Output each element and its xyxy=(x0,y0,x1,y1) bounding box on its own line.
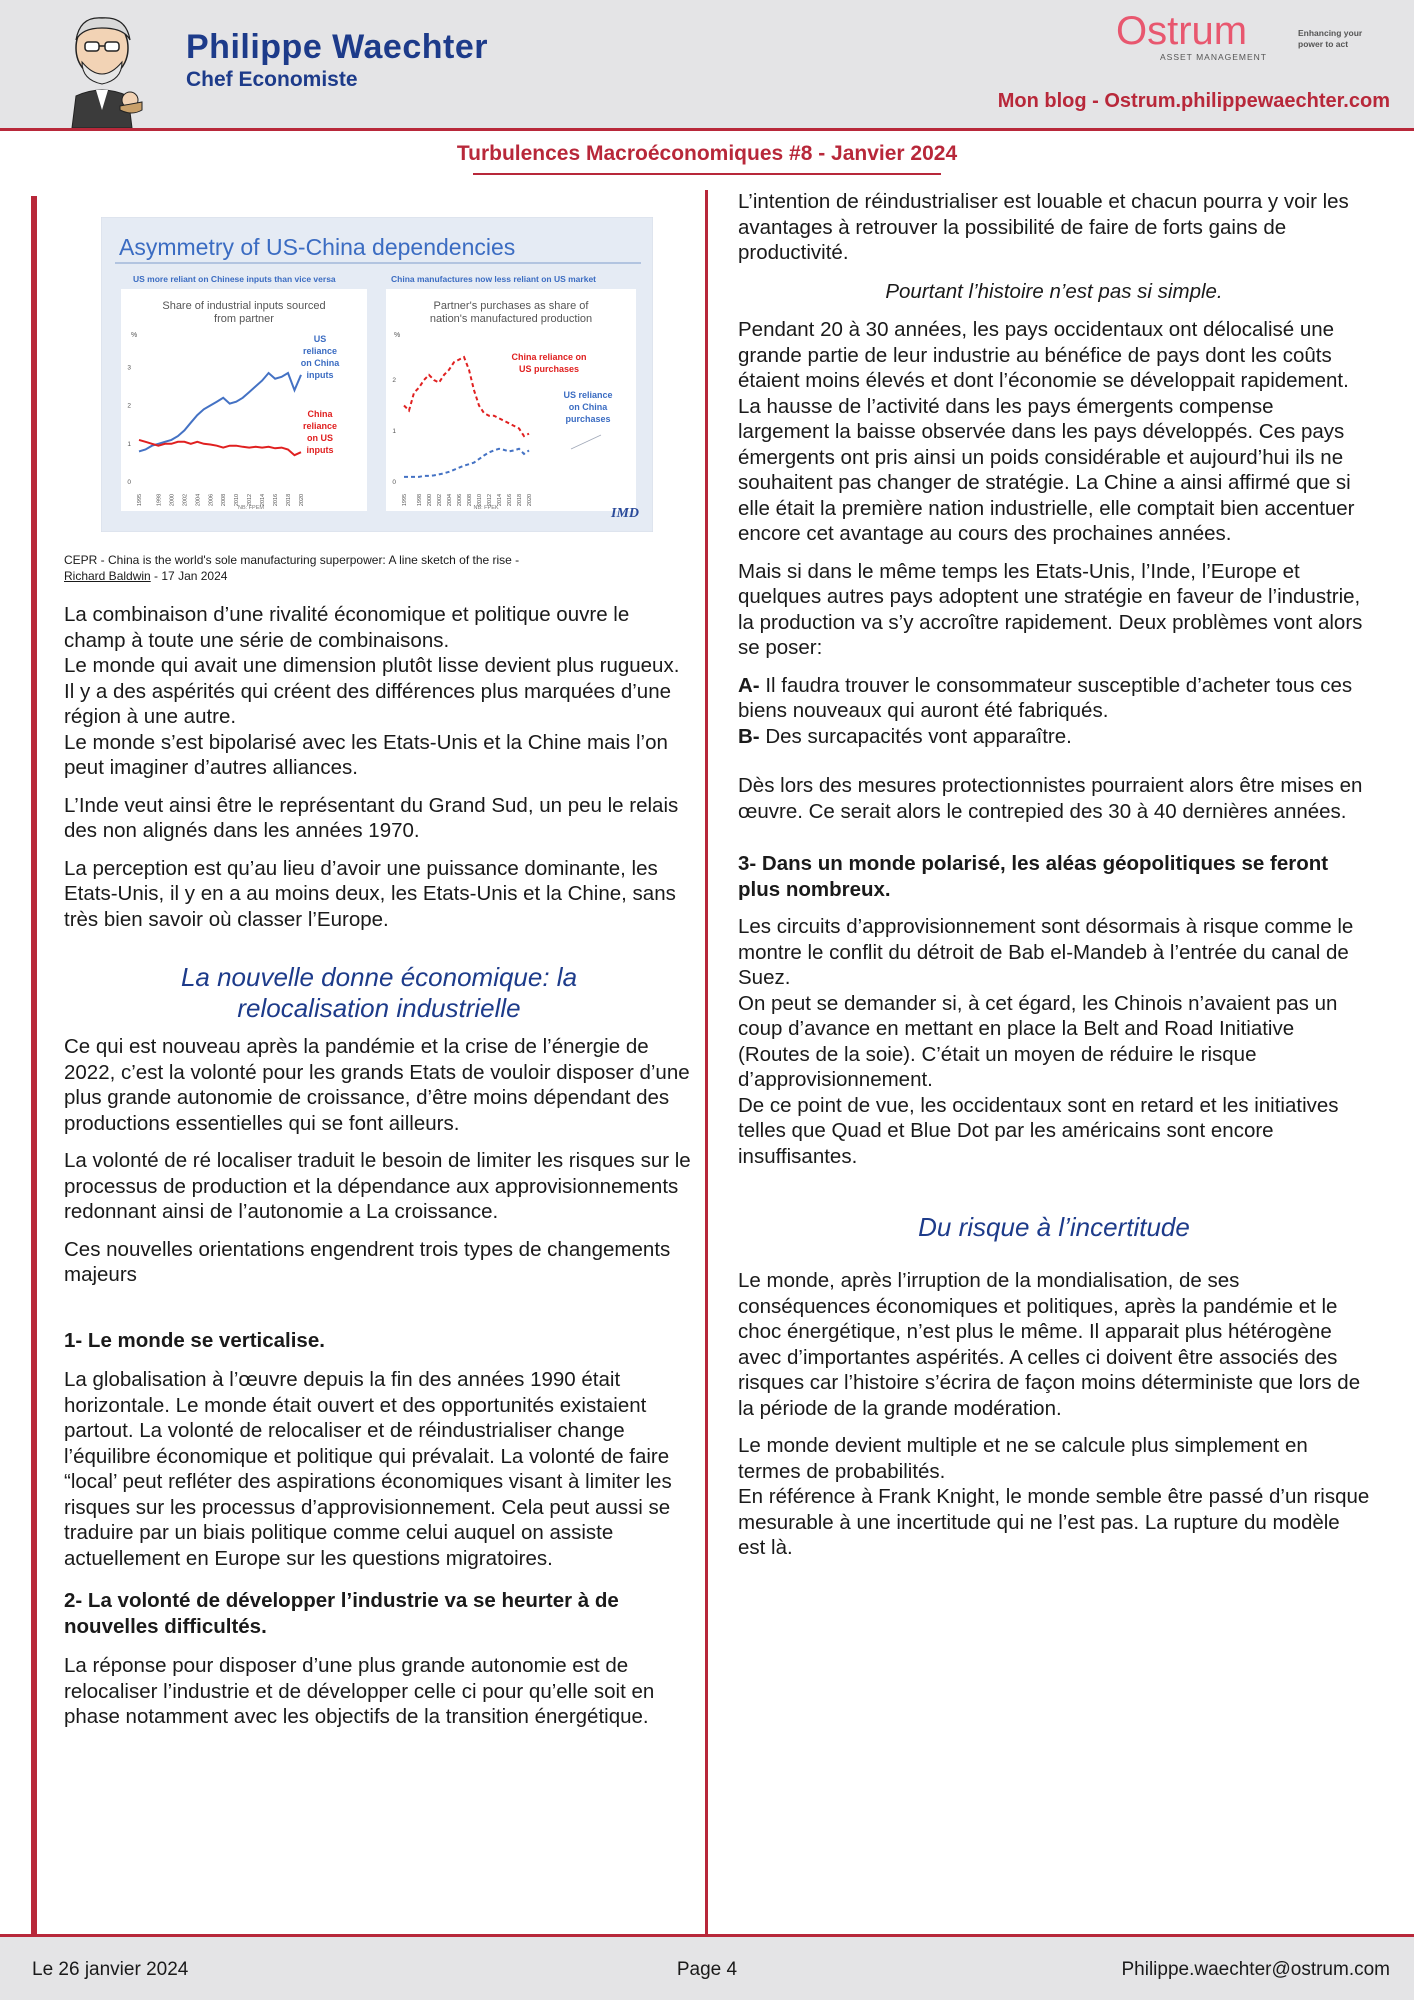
section-title-line-1: La nouvelle donne économique: la xyxy=(180,962,578,992)
panel-1-label-b-1: China xyxy=(307,409,333,419)
chart-2-x-tick-1: 1998 xyxy=(417,493,423,507)
panel-1 xyxy=(121,289,367,511)
panel-2-label-b-1: US reliance xyxy=(563,390,613,400)
chart-2-x-tick-8: 2012 xyxy=(487,493,493,507)
chart-2-y-tick-2: 2 xyxy=(392,377,396,384)
chart-2-x-tick-6: 2008 xyxy=(467,493,473,507)
panel-2-y-unit: % xyxy=(394,332,401,339)
chart-1-x-tick-8: 2012 xyxy=(247,493,254,507)
left-column xyxy=(64,195,694,1742)
chart-1-x-tick-2: 2000 xyxy=(169,493,176,507)
panel-2-label-a-1: China reliance on xyxy=(511,352,587,362)
paragraph: La volonté de ré localiser traduit le besoin de limiter les risques sur le processus de production et la dépendance aux approvisionnements redonnant ainsi de l’autonomie a La croissance. xyxy=(64,1149,691,1223)
imd-logo: IMD xyxy=(611,506,640,521)
panel-2-label-b-2: on China xyxy=(568,402,608,412)
list-text-a: Il faudra trouver le consommateur susceptible d’acheter tous ces biens nouveaux qui auront été fabriqués. xyxy=(738,673,1353,722)
chart-2-x-tick-12: 2020 xyxy=(527,493,533,507)
chart-1-y-tick-3: 3 xyxy=(127,364,131,372)
paragraph xyxy=(738,673,1370,750)
chart-1-x-tick-10: 2016 xyxy=(273,493,280,507)
panel-1-label-b-3: on US xyxy=(307,433,333,443)
paragraph xyxy=(64,602,694,781)
chart-2-x-tick-2: 2000 xyxy=(427,493,433,507)
text-line: En référence à Frank Knight, le monde semble être passé d’un risque mesurable à une incertitude qui ne l’est pas. La rupture du modèle est là. xyxy=(738,1485,1370,1559)
panel-2-label-a-2: US purchases xyxy=(518,364,580,374)
ostrum-logo xyxy=(1112,10,1372,68)
panel-1-label-a-4: inputs xyxy=(306,370,334,380)
panel-1-chart-title-line-2: from partner xyxy=(214,313,274,325)
paragraph: L’intention de réindustrialiser est louable et chacun pourra y voir les avantages à retrouver la possibilité de faire de forts gains de productivité. xyxy=(738,190,1349,264)
panel-1-label-a-3: on China xyxy=(300,358,340,368)
paragraph xyxy=(738,914,1370,1169)
us-china-dependency-figure xyxy=(101,217,653,532)
chart-2-y-tick-1: 1 xyxy=(392,428,396,435)
text-line: On peut se demander si, à cet égard, les Chinois n’avaient pas un coup d’avance en mettant en place la Belt and Road Initiative (Routes de la soie). C’était un moyen de réduire le risque d’approvisionnement. xyxy=(738,991,1338,1091)
chart-1-x-tick-5: 2006 xyxy=(208,493,215,507)
chart-1-x-tick-9: 2014 xyxy=(260,493,267,507)
figure-caption xyxy=(64,552,694,584)
logo-subtitle: ASSET MANAGEMENT xyxy=(1160,52,1267,62)
paragraph: La perception est qu’au lieu d’avoir une puissance dominante, les Etats-Unis, il y en a au moins deux, les Etats-Unis et la Chine, sans très bien savoir où classer l’Europe. xyxy=(64,856,676,931)
chart-1-x-tick-4: 2004 xyxy=(195,493,202,507)
chart-1-x-tick-7: 2010 xyxy=(234,493,241,507)
italic-statement: Pourtant l’histoire n’est pas si simple. xyxy=(885,279,1223,303)
footer-date: Le 26 janvier 2024 xyxy=(32,1959,189,1980)
chart-2-x-tick-5: 2006 xyxy=(457,493,463,507)
panel-1-label-a-2: reliance xyxy=(302,346,338,356)
panel-1-label-b-4: inputs xyxy=(306,445,334,455)
subheading-2: 2- La volonté de développer l’industrie va se heurter à de nouvelles difficultés. xyxy=(64,1589,619,1638)
chart-1-x-tick-12: 2020 xyxy=(299,493,305,507)
chart-1-x-tick-0: 1995 xyxy=(137,493,143,507)
paragraph: La globalisation à l’œuvre depuis la fin des années 1990 était horizontale. Le monde était ouvert et des opportunités existaient partout. La volonté de relocaliser et de réindustrialiser change l’équilibre économique et politique qui prévalait. La volonté de faire “local’ peut refléter des aspirations économiques visant à limiter les risques sur les processus d’approvisionnement. Cela peut aussi se traduire par un biais politique comme celui auquel on assiste actuellement en Europe sur les questions migratoires. xyxy=(64,1368,672,1570)
issue-title-underline xyxy=(473,173,941,175)
author-avatar xyxy=(52,10,152,128)
page-header xyxy=(0,0,1414,131)
right-column xyxy=(738,189,1370,1573)
chart-1-x-tick-1: 1998 xyxy=(156,493,163,507)
list-label-b: B- xyxy=(738,724,760,748)
paragraph: Dès lors des mesures protectionnistes pourraient alors être mises en œuvre. Ce serait alors le contrepied des 30 à 40 dernières années. xyxy=(738,774,1363,823)
chart-2-x-tick-10: 2016 xyxy=(507,493,513,507)
panel-2-label-b-3: purchases xyxy=(565,414,611,424)
author-title: Chef Economiste xyxy=(186,68,358,91)
panel-1-label-a-1: US xyxy=(313,334,327,344)
author-name: Philippe Waechter xyxy=(186,28,488,66)
caption-author-link[interactable]: Richard Baldwin xyxy=(64,569,151,583)
logo-wordmark: Ostrum xyxy=(1116,10,1248,53)
panel-2-note: NB: FPEK xyxy=(473,505,499,511)
chart-1-y-tick-1: 1 xyxy=(127,440,131,448)
text-line: Le monde s’est bipolarisé avec les Etats-Unis et la Chine mais l’on peut imaginer d’autres alliances. xyxy=(64,730,668,779)
footer-email[interactable]: Philippe.waechter@ostrum.com xyxy=(1121,1959,1390,1980)
subheading-1: 1- Le monde se verticalise. xyxy=(64,1328,325,1352)
chart-2-x-tick-0: 1995 xyxy=(402,493,408,507)
panel-1-label-b-2: reliance xyxy=(302,421,338,431)
chart-2-x-tick-9: 2014 xyxy=(497,493,503,507)
paragraph xyxy=(738,1433,1370,1561)
figure-title: Asymmetry of US-China dependencies xyxy=(119,234,516,260)
panel-2-chart-title-line-2: nation's manufactured production xyxy=(429,313,593,325)
panel-1-note: NB: FPEM xyxy=(238,505,264,511)
logo-tagline-1: Enhancing your xyxy=(1298,28,1363,38)
column-divider xyxy=(705,190,708,1934)
paragraph: Ce qui est nouveau après la pandémie et la crise de l’énergie de 2022, c’est la volonté pour les grands Etats de vouloir disposer d’une plus grande autonomie de croissance, d’être moins dépendant des productions essentielles qui se font ailleurs. xyxy=(64,1035,690,1135)
paragraph: Ces nouvelles orientations engendrent trois types de changements majeurs xyxy=(64,1237,671,1286)
logo-tagline-2: power to act xyxy=(1298,39,1349,49)
section-title-incertitude: Du risque à l’incertitude xyxy=(918,1212,1190,1242)
paragraph: Pendant 20 à 30 années, les pays occidentaux ont délocalisé une grande partie de leur industrie au bénéfice de pays dont les coûts étaient moins élevés et dont l’économie se développait rapidement. La hausse de l’activité dans les pays émergents compense largement la baisse observée dans les pays développés. Ces pays émergents ont pris ainsi un poids considérable et aujourd’hui ils ne souhaitent pas changer de stratégie. La Chine a ainsi affirmé que si elle était la première nation industrielle, elle comptait bien accentuer encore cet avantage au cours des prochaines années. xyxy=(738,318,1355,545)
text-line: La combinaison d’une rivalité économique et politique ouvre le champ à toute une série de combinaisons. xyxy=(64,603,630,652)
chart-2-x-tick-3: 2002 xyxy=(437,493,443,507)
panel-2 xyxy=(386,289,636,511)
chart-1-x-tick-6: 2008 xyxy=(221,493,228,507)
panel-2-subtitle: China manufactures now less reliant on US market xyxy=(391,274,597,284)
caption-source: CEPR - China is the world's sole manufacturing superpower: A line sketch of the rise - xyxy=(64,553,520,567)
text-line: Les circuits d’approvisionnement sont désormais à risque comme le montre le conflit du détroit de Bab el-Mandeb à l’entrée du canal de Suez. xyxy=(738,915,1354,989)
left-accent-bar xyxy=(31,196,37,1934)
section-title-relocalisation xyxy=(64,962,694,1024)
paragraph: Le monde, après l’irruption de la mondialisation, de ses conséquences économiques et politiques, après la pandémie et le choc énergétique, n’est plus le même. Il apparait plus hétérogène avec d’importantes aspérités. A celles ci doivent être associés des risques car l’histoire s’écrira de façon moins déterministe que lors de la période de la grande modération. xyxy=(738,1269,1361,1420)
section-title-line-2: relocalisation industrielle xyxy=(237,993,521,1023)
text-line: Le monde qui avait une dimension plutôt lisse devient plus rugueux. Il y a des aspérités qui créent des différences plus marquées d’une région à une autre. xyxy=(64,654,680,728)
footer-page-number: Page 4 xyxy=(676,1959,738,1980)
panel-1-chart-title-line-1: Share of industrial inputs sourced xyxy=(162,300,326,312)
chart-1-y-tick-2: 2 xyxy=(127,402,131,410)
chart-2-x-tick-7: 2010 xyxy=(477,493,483,507)
chart-1-x-tick-3: 2002 xyxy=(182,493,189,507)
subheading-3: 3- Dans un monde polarisé, les aléas géopolitiques se feront plus nombreux. xyxy=(738,852,1329,901)
caption-date: - 17 Jan 2024 xyxy=(150,569,228,583)
panel-2-chart-title-line-1: Partner's purchases as share of xyxy=(433,300,589,312)
paragraph: L’Inde veut ainsi être le représentant du Grand Sud, un peu le relais des non alignés dans les années 1970. xyxy=(64,793,679,842)
issue-title: Turbulences Macroéconomiques #8 - Janvier 2024 xyxy=(456,142,958,165)
chart-2-y-tick-0: 0 xyxy=(392,479,396,486)
list-label-a: A- xyxy=(738,673,760,697)
text-line: De ce point de vue, les occidentaux sont en retard et les initiatives telles que Quad et Blue Dot par les américains sont encore insuffisantes. xyxy=(738,1093,1339,1168)
page-footer xyxy=(0,1934,1414,2000)
chart-1-x-tick-11: 2018 xyxy=(286,493,292,507)
chart-1-y-tick-0: 0 xyxy=(127,479,131,486)
paragraph: Mais si dans le même temps les Etats-Unis, l’Inde, l’Europe et quelques autres pays adoptent une stratégie en faveur de l’industrie, la production va s’y accroître rapidement. Deux problèmes vont alors se poser: xyxy=(738,559,1363,659)
panel-1-y-unit: % xyxy=(131,332,138,339)
chart-2-x-tick-4: 2004 xyxy=(447,493,453,507)
text-line: Le monde devient multiple et ne se calcule plus simplement en termes de probabilités. xyxy=(738,1434,1308,1483)
paragraph: La réponse pour disposer d’une plus grande autonomie est de relocaliser l’industrie et de développer celle ci pour qu’elle soit en phase notamment avec les objectifs de la transition énergétique. xyxy=(64,1654,655,1728)
list-text-b: Des surcapacités vont apparaître. xyxy=(759,724,1072,748)
panel-1-subtitle: US more reliant on Chinese inputs than vice versa xyxy=(133,274,336,284)
blog-link[interactable]: Mon blog - Ostrum.philippewaechter.com xyxy=(997,90,1390,112)
chart-2-x-tick-11: 2018 xyxy=(517,493,523,507)
